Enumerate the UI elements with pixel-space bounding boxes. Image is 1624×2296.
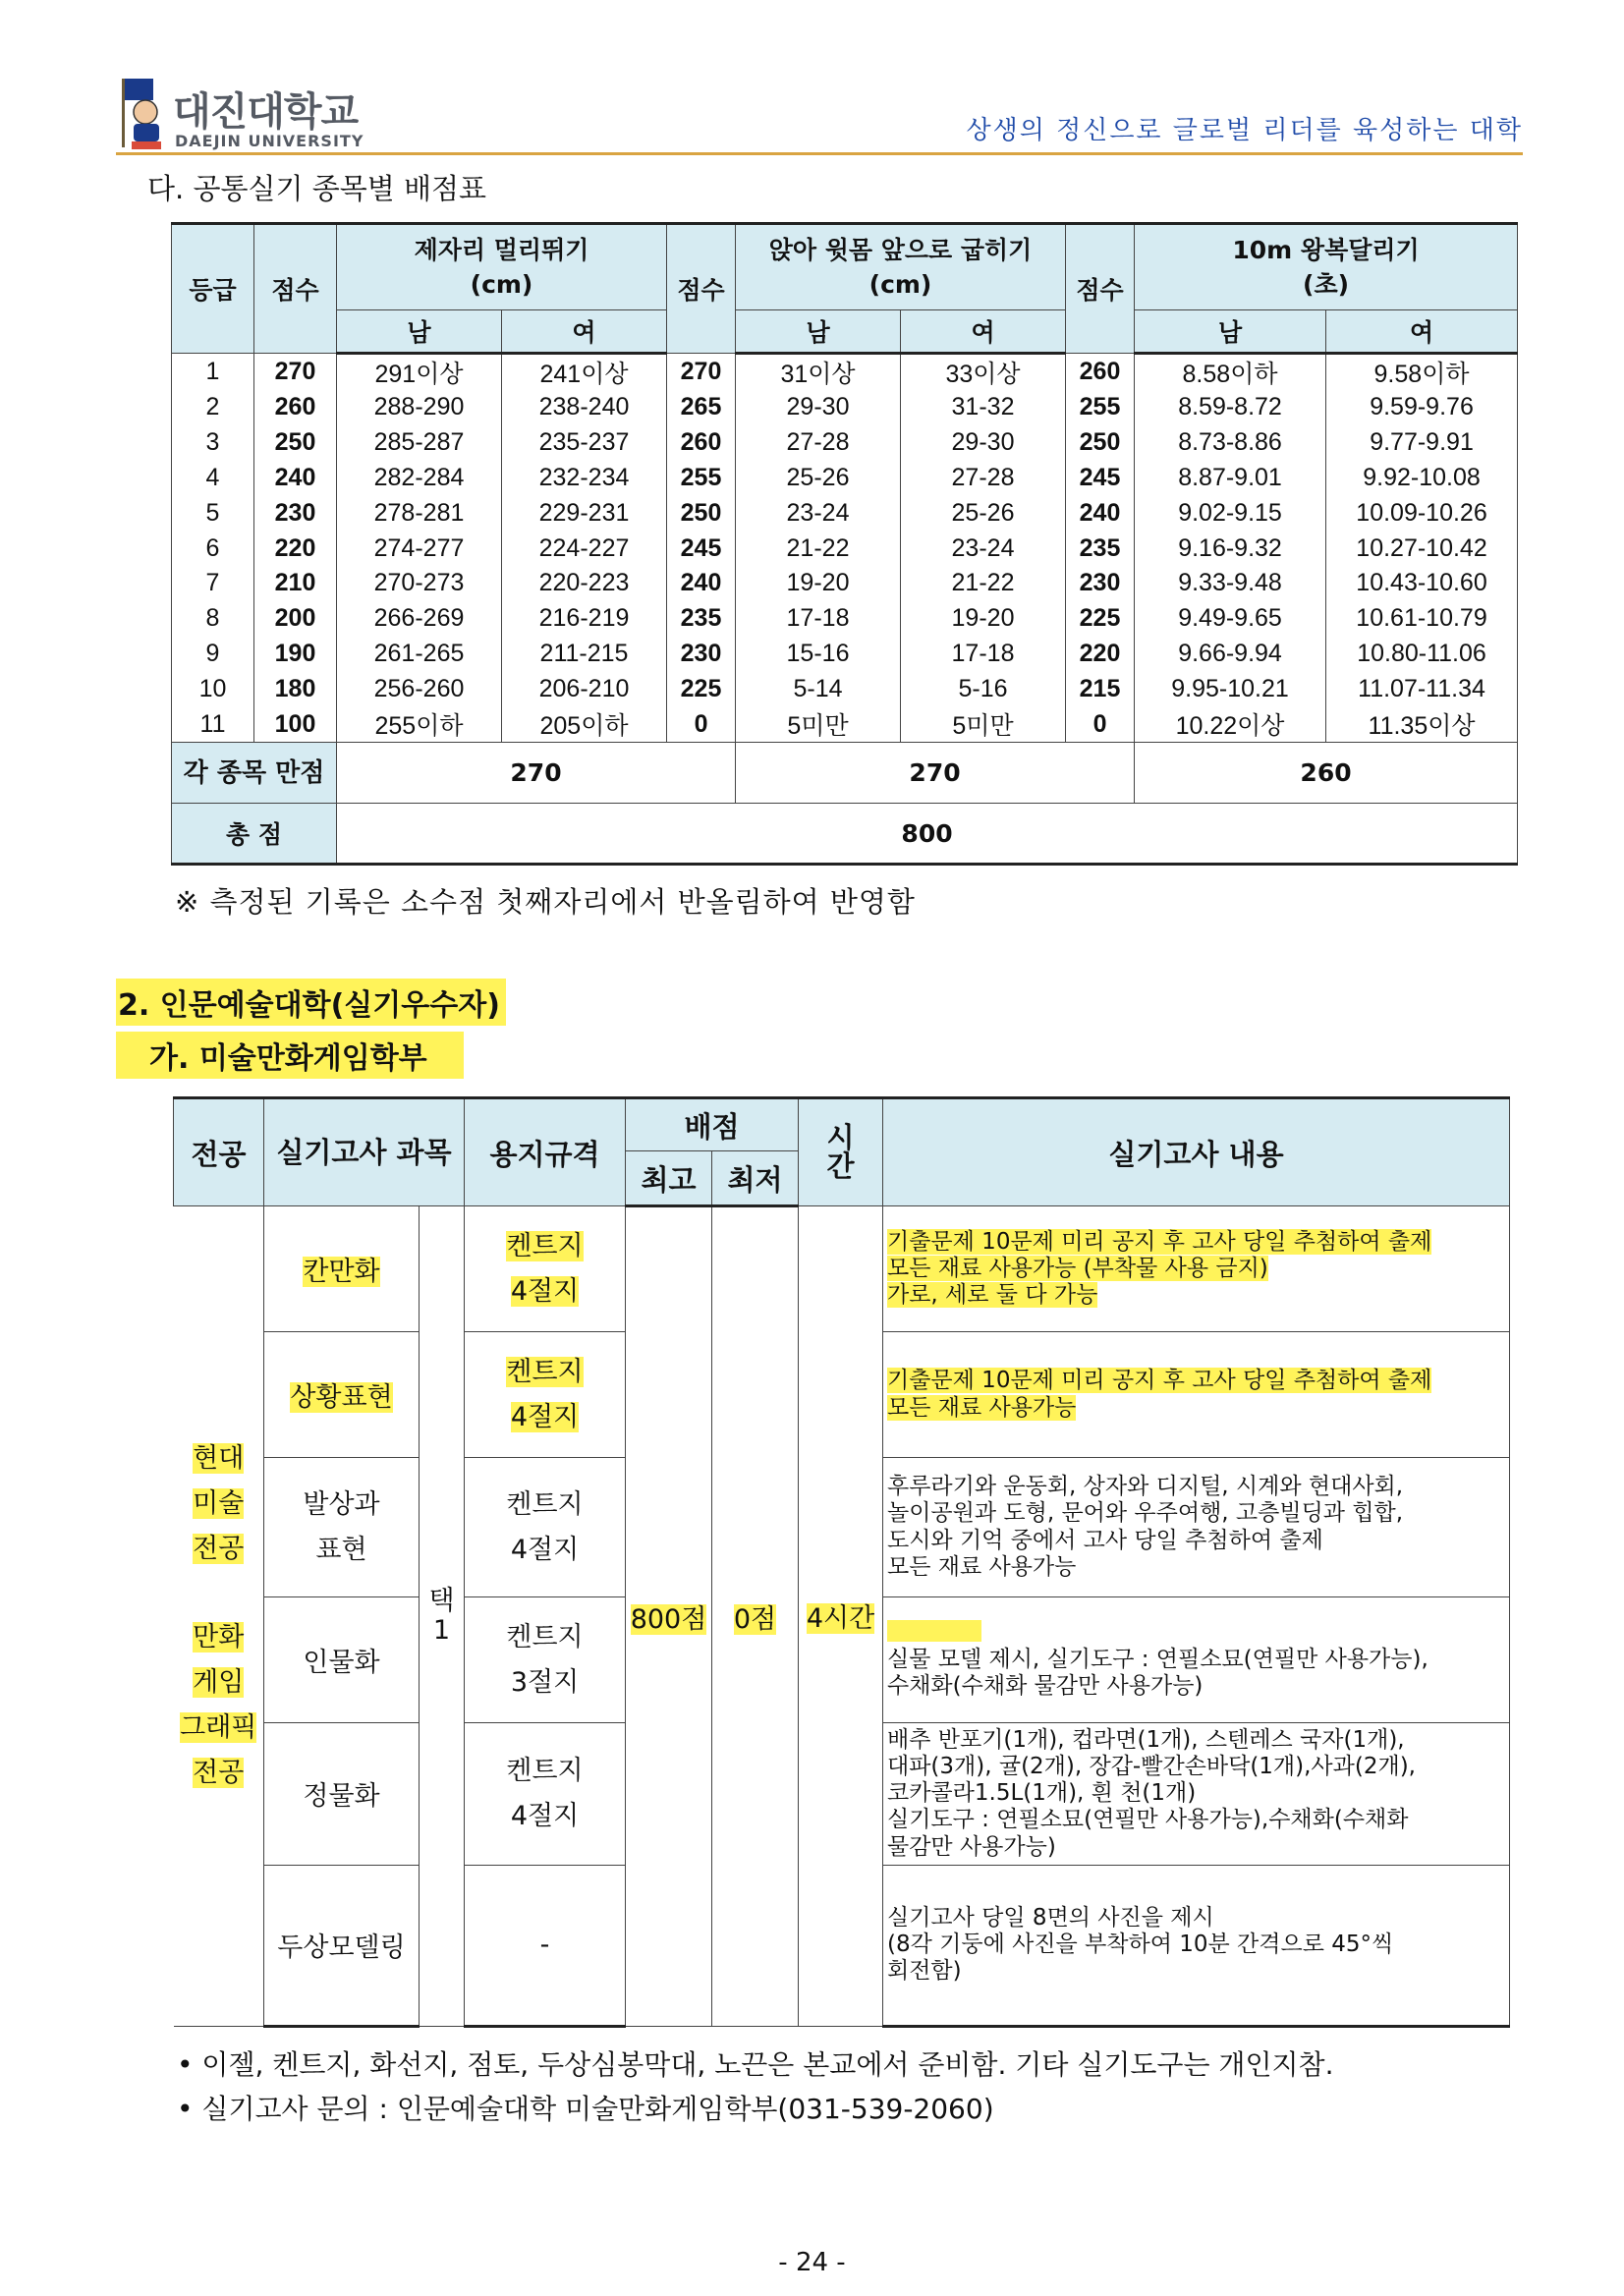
table-row bbox=[172, 637, 1518, 672]
content-line: 물감만 사용가능) bbox=[887, 1833, 1056, 1860]
table-cell: 5미만 bbox=[901, 706, 1066, 743]
max-score-shuttle-run: 260 bbox=[1135, 743, 1518, 804]
subject-name bbox=[264, 1206, 420, 1332]
table-cell: 9.16-9.32 bbox=[1135, 531, 1326, 566]
table-cell: 9.95-10.21 bbox=[1135, 671, 1326, 706]
paper-size bbox=[465, 1206, 626, 1332]
table-cell: 255 bbox=[1066, 390, 1135, 425]
table-cell: 11.07-11.34 bbox=[1326, 671, 1518, 706]
table-cell: 265 bbox=[667, 390, 736, 425]
paper-type: 켄트지 bbox=[506, 1621, 584, 1652]
table-row bbox=[172, 706, 1518, 743]
paper-size bbox=[465, 1458, 626, 1597]
table-cell: 7 bbox=[172, 566, 254, 601]
table-cell: 211-215 bbox=[502, 637, 667, 672]
exam-table bbox=[173, 1096, 1510, 2028]
table-cell: 230 bbox=[667, 637, 736, 672]
content-line: 실기고사 당일 8면의 사진을 제시 bbox=[887, 1904, 1214, 1931]
table-cell: 270-273 bbox=[337, 566, 502, 601]
table-cell: 33이상 bbox=[901, 354, 1066, 391]
major-label: 그래픽 bbox=[180, 1711, 257, 1743]
table-cell: 241이상 bbox=[502, 354, 667, 391]
table-cell: 291이상 bbox=[337, 354, 502, 391]
table-cell: 285-287 bbox=[337, 425, 502, 461]
time-cell bbox=[799, 1206, 883, 2027]
table-cell: 270 bbox=[667, 354, 736, 391]
table-cell: 2 bbox=[172, 390, 254, 425]
table-row bbox=[172, 601, 1518, 637]
table-cell: 240 bbox=[667, 566, 736, 601]
table-cell: 9.33-9.48 bbox=[1135, 566, 1326, 601]
content-line: 가로, 세로 둘 다 가능 bbox=[887, 1282, 1098, 1309]
table-cell: 21-22 bbox=[901, 566, 1066, 601]
table-cell: 0 bbox=[1066, 706, 1135, 743]
table-cell: 4 bbox=[172, 461, 254, 496]
max-score-cell bbox=[626, 1206, 712, 2027]
table-cell: 238-240 bbox=[502, 390, 667, 425]
major-cell bbox=[174, 1206, 264, 2027]
table-cell: 288-290 bbox=[337, 390, 502, 425]
min-score-value: 0점 bbox=[733, 1603, 777, 1635]
paper-size bbox=[465, 1332, 626, 1458]
table-cell: 10.22이상 bbox=[1135, 706, 1326, 743]
table-cell: 11 bbox=[172, 706, 254, 743]
header-male: 남 bbox=[736, 310, 901, 354]
header-female: 여 bbox=[1326, 310, 1518, 354]
table-cell: 29-30 bbox=[736, 390, 901, 425]
table-cell: 220 bbox=[1066, 637, 1135, 672]
content-line: 대파(3개), 귤(2개), 장갑-빨간손바닥(1개),사과(2개), bbox=[887, 1754, 1416, 1780]
paper-type: 켄트지 bbox=[506, 1356, 584, 1387]
table-cell: 6 bbox=[172, 531, 254, 566]
score-table-body bbox=[172, 354, 1518, 743]
table-cell: 29-30 bbox=[901, 425, 1066, 461]
paper-size bbox=[465, 1723, 626, 1866]
header-min-score: 최저 bbox=[712, 1151, 799, 1206]
subject-name bbox=[264, 1723, 420, 1866]
table-cell: 21-22 bbox=[736, 531, 901, 566]
header-time: 시간 bbox=[799, 1098, 883, 1206]
paper-size bbox=[465, 1865, 626, 2026]
major-label: 전공 bbox=[193, 1533, 245, 1564]
bullet-item: • 실기고사 문의 : 인문예술대학 미술만화게임학부(031-539-2060) bbox=[177, 2092, 994, 2125]
table-row bbox=[172, 671, 1518, 706]
exam-content bbox=[883, 1597, 1510, 1723]
highlight-mark bbox=[887, 1620, 981, 1642]
subject-label: 정물화 bbox=[303, 1781, 380, 1813]
table-cell: 278-281 bbox=[337, 495, 502, 531]
table-cell: 10 bbox=[172, 671, 254, 706]
table-cell: 10.80-11.06 bbox=[1326, 637, 1518, 672]
table-cell: 225 bbox=[1066, 601, 1135, 637]
table-cell: 0 bbox=[667, 706, 736, 743]
content-line: 실물 모델 제시, 실기도구 : 연필소묘(연필만 사용가능), bbox=[887, 1646, 1428, 1672]
table-cell: 8.59-8.72 bbox=[1135, 390, 1326, 425]
content-line: 배추 반포기(1개), 컵라면(1개), 스텐레스 국자(1개), bbox=[887, 1727, 1405, 1753]
table-cell: 8.87-9.01 bbox=[1135, 461, 1326, 496]
section-heading-humanities-arts: 2. 인문예술대학(실기우수자) bbox=[116, 979, 506, 1026]
page-header bbox=[116, 77, 1523, 155]
header-score: 점수 bbox=[254, 224, 337, 354]
content-line: 실기도구 : 연필소묘(연필만 사용가능),수채화(수채화 bbox=[887, 1807, 1409, 1833]
subject-label: 상황표현 bbox=[290, 1382, 393, 1413]
table-cell: 282-284 bbox=[337, 461, 502, 496]
table-cell: 260 bbox=[1066, 354, 1135, 391]
header-paper-size: 용지규격 bbox=[465, 1098, 626, 1206]
table-cell: 256-260 bbox=[337, 671, 502, 706]
table-cell: 9.02-9.15 bbox=[1135, 495, 1326, 531]
table-cell: 9.92-10.08 bbox=[1326, 461, 1518, 496]
header-major: 전공 bbox=[174, 1098, 264, 1206]
table-cell: 200 bbox=[254, 601, 337, 637]
choose-one-label: 택 1 bbox=[428, 1586, 455, 1646]
header-slogan: 상생의 정신으로 글로벌 리더를 육성하는 대학 bbox=[966, 116, 1523, 145]
content-line: 코카콜라1.5L(1개), 흰 천(1개) bbox=[887, 1780, 1197, 1807]
header-long-jump bbox=[337, 224, 667, 310]
major-label: 현대 bbox=[193, 1443, 245, 1475]
table-cell: 23-24 bbox=[736, 495, 901, 531]
header-female: 여 bbox=[901, 310, 1066, 354]
major-label: 전공 bbox=[193, 1757, 245, 1788]
table-cell: 232-234 bbox=[502, 461, 667, 496]
header-grade: 등급 bbox=[172, 224, 254, 354]
content-line: 모든 재료 사용가능 (부착물 사용 금지) bbox=[887, 1255, 1268, 1281]
major-label: 게임 bbox=[193, 1666, 245, 1698]
content-line: 회전함) bbox=[887, 1958, 962, 1985]
event-name: 제자리 멀리뛰기 bbox=[414, 236, 589, 264]
table-row bbox=[172, 425, 1518, 461]
table-cell: 261-265 bbox=[337, 637, 502, 672]
header-score: 점수 bbox=[667, 224, 736, 354]
table-cell: 220-223 bbox=[502, 566, 667, 601]
table-cell: 5-16 bbox=[901, 671, 1066, 706]
table-cell: 235 bbox=[667, 601, 736, 637]
table-cell: 8.73-8.86 bbox=[1135, 425, 1326, 461]
table-row bbox=[172, 495, 1518, 531]
table-cell: 9.59-9.76 bbox=[1326, 390, 1518, 425]
header-subject: 실기고사 과목 bbox=[264, 1098, 465, 1206]
header-female: 여 bbox=[502, 310, 667, 354]
table-cell: 240 bbox=[254, 461, 337, 496]
header-shuttle-run bbox=[1135, 224, 1518, 310]
bullet-item: • 이젤, 켄트지, 화선지, 점토, 두상심봉막대, 노끈은 본교에서 준비함. 기타 실기도구는 개인지참. bbox=[177, 2048, 1334, 2081]
header-max-score: 최고 bbox=[626, 1151, 712, 1206]
exam-content bbox=[883, 1865, 1510, 2026]
table-cell: 8 bbox=[172, 601, 254, 637]
table-cell: 250 bbox=[254, 425, 337, 461]
table-cell: 255이하 bbox=[337, 706, 502, 743]
table-cell: 210 bbox=[254, 566, 337, 601]
score-table bbox=[171, 222, 1518, 866]
table-cell: 17-18 bbox=[736, 601, 901, 637]
event-unit: (초) bbox=[1303, 270, 1350, 299]
logo-english-text: DAEJIN UNIVERSITY bbox=[175, 132, 364, 150]
table-cell: 250 bbox=[667, 495, 736, 531]
table-cell: 1 bbox=[172, 354, 254, 391]
subject-name bbox=[264, 1458, 420, 1597]
exam-content bbox=[883, 1723, 1510, 1866]
paper-size-label: 3절지 bbox=[510, 1666, 580, 1698]
table-cell: 229-231 bbox=[502, 495, 667, 531]
table-cell: 240 bbox=[1066, 495, 1135, 531]
table-cell: 27-28 bbox=[901, 461, 1066, 496]
subject-label: 두상모델링 bbox=[277, 1932, 406, 1964]
paper-type: - bbox=[539, 1930, 550, 1961]
table-cell: 255 bbox=[667, 461, 736, 496]
content-line: 후루라기와 운동회, 상자와 디지털, 시계와 현대사회, bbox=[887, 1474, 1404, 1500]
table-cell: 266-269 bbox=[337, 601, 502, 637]
total-score-value: 800 bbox=[337, 804, 1518, 865]
time-value: 4시간 bbox=[806, 1603, 875, 1635]
table-cell: 11.35이상 bbox=[1326, 706, 1518, 743]
table-cell: 9.49-9.65 bbox=[1135, 601, 1326, 637]
table-cell: 245 bbox=[667, 531, 736, 566]
subject-label: 인물화 bbox=[303, 1648, 380, 1678]
footnote-bullets bbox=[177, 2044, 1334, 2132]
subject-label: 칸만화 bbox=[303, 1257, 380, 1287]
table-cell: 25-26 bbox=[736, 461, 901, 496]
content-line: 놀이공원과 도형, 문어와 우주여행, 고층빌딩과 힙합, bbox=[887, 1500, 1404, 1527]
table-cell: 260 bbox=[667, 425, 736, 461]
event-name: 앉아 윗몸 앞으로 굽히기 bbox=[768, 236, 1033, 264]
rounding-note: ※ 측정된 기록은 소수점 첫째자리에서 반올림하여 반영함 bbox=[175, 885, 916, 919]
table-row bbox=[172, 531, 1518, 566]
major-label: 미술 bbox=[193, 1488, 245, 1520]
table-cell: 23-24 bbox=[901, 531, 1066, 566]
table-cell: 27-28 bbox=[736, 425, 901, 461]
subject-label: 발상과 bbox=[303, 1488, 380, 1520]
table-row bbox=[172, 354, 1518, 391]
table-cell: 15-16 bbox=[736, 637, 901, 672]
max-score-long-jump: 270 bbox=[337, 743, 736, 804]
table-cell: 9 bbox=[172, 637, 254, 672]
max-score-sit-and-reach: 270 bbox=[736, 743, 1135, 804]
event-name: 10m 왕복달리기 bbox=[1232, 236, 1420, 264]
page-number: - 24 - bbox=[778, 2248, 846, 2277]
table-cell: 31-32 bbox=[901, 390, 1066, 425]
exam-content bbox=[883, 1458, 1510, 1597]
table-cell: 19-20 bbox=[736, 566, 901, 601]
table-cell: 230 bbox=[1066, 566, 1135, 601]
max-score-value: 800점 bbox=[630, 1603, 707, 1635]
header-score-allocation: 배점 bbox=[626, 1098, 799, 1151]
table-cell: 8.58이하 bbox=[1135, 354, 1326, 391]
logo-korean-text: 대진대학교 bbox=[173, 89, 359, 135]
table-cell: 180 bbox=[254, 671, 337, 706]
choose-one bbox=[420, 1206, 465, 2027]
table-cell: 260 bbox=[254, 390, 337, 425]
table-cell: 31이상 bbox=[736, 354, 901, 391]
university-logo bbox=[116, 77, 411, 153]
subject-name bbox=[264, 1332, 420, 1458]
exam-content bbox=[883, 1206, 1510, 1332]
min-score-cell bbox=[712, 1206, 799, 2027]
paper-size-label: 4절지 bbox=[510, 1401, 580, 1432]
table-row bbox=[172, 566, 1518, 601]
table-cell: 3 bbox=[172, 425, 254, 461]
table-cell: 206-210 bbox=[502, 671, 667, 706]
table-cell: 270 bbox=[254, 354, 337, 391]
event-unit: (cm) bbox=[470, 270, 533, 299]
content-line: (8각 기둥에 사진을 부착하여 10분 간격으로 45°씩 bbox=[887, 1932, 1394, 1958]
paper-type: 켄트지 bbox=[506, 1755, 584, 1786]
subject-name bbox=[264, 1865, 420, 2026]
table-cell: 274-277 bbox=[337, 531, 502, 566]
table-row bbox=[172, 461, 1518, 496]
content-line: 기출문제 10문제 미리 공지 후 고사 당일 추첨하여 출제 bbox=[887, 1228, 1432, 1255]
table-cell: 5미만 bbox=[736, 706, 901, 743]
section-title-da: 다. 공통실기 종목별 배점표 bbox=[147, 172, 487, 205]
section-subheading-art-comics-games: 가. 미술만화게임학부 bbox=[116, 1032, 464, 1079]
table-cell: 205이하 bbox=[502, 706, 667, 743]
table-cell: 9.66-9.94 bbox=[1135, 637, 1326, 672]
table-cell: 235 bbox=[1066, 531, 1135, 566]
total-score-label: 총 점 bbox=[172, 804, 337, 865]
major-comics-games-graphics bbox=[174, 1615, 264, 1796]
table-cell: 225 bbox=[667, 671, 736, 706]
table-cell: 25-26 bbox=[901, 495, 1066, 531]
table-cell: 10.27-10.42 bbox=[1326, 531, 1518, 566]
table-cell: 17-18 bbox=[901, 637, 1066, 672]
max-score-label: 각 종목 만점 bbox=[172, 743, 337, 804]
table-cell: 10.61-10.79 bbox=[1326, 601, 1518, 637]
table-cell: 245 bbox=[1066, 461, 1135, 496]
paper-type: 켄트지 bbox=[506, 1488, 584, 1520]
major-fine-arts bbox=[174, 1436, 264, 1572]
subject-label: 표현 bbox=[315, 1534, 367, 1565]
table-cell: 216-219 bbox=[502, 601, 667, 637]
header-sit-and-reach bbox=[736, 224, 1066, 310]
content-line: 도시와 기억 중에서 고사 당일 추첨하여 출제 bbox=[887, 1527, 1323, 1553]
header-exam-content: 실기고사 내용 bbox=[883, 1098, 1510, 1206]
table-cell: 9.58이하 bbox=[1326, 354, 1518, 391]
subject-name bbox=[264, 1597, 420, 1723]
table-cell: 224-227 bbox=[502, 531, 667, 566]
table-cell: 9.77-9.91 bbox=[1326, 425, 1518, 461]
paper-size-label: 4절지 bbox=[510, 1275, 580, 1307]
table-cell: 10.09-10.26 bbox=[1326, 495, 1518, 531]
event-unit: (cm) bbox=[868, 270, 932, 299]
paper-size-label: 4절지 bbox=[510, 1534, 580, 1565]
table-cell: 235-237 bbox=[502, 425, 667, 461]
table-cell: 230 bbox=[254, 495, 337, 531]
table-cell: 5 bbox=[172, 495, 254, 531]
paper-size bbox=[465, 1597, 626, 1723]
table-cell: 250 bbox=[1066, 425, 1135, 461]
header-score: 점수 bbox=[1066, 224, 1135, 354]
content-line: 수채화(수채화 물감만 사용가능) bbox=[887, 1673, 1204, 1700]
table-cell: 100 bbox=[254, 706, 337, 743]
table-cell: 5-14 bbox=[736, 671, 901, 706]
table-cell: 10.43-10.60 bbox=[1326, 566, 1518, 601]
content-line: 모든 재료 사용가능 bbox=[887, 1553, 1077, 1580]
table-row bbox=[172, 390, 1518, 425]
logo-mascot-icon bbox=[116, 77, 171, 153]
content-line: 기출문제 10문제 미리 공지 후 고사 당일 추첨하여 출제 bbox=[887, 1368, 1432, 1394]
header-male: 남 bbox=[337, 310, 502, 354]
table-cell: 190 bbox=[254, 637, 337, 672]
paper-size-label: 4절지 bbox=[510, 1800, 580, 1831]
exam-content bbox=[883, 1332, 1510, 1458]
major-label: 만화 bbox=[193, 1621, 245, 1652]
table-cell: 19-20 bbox=[901, 601, 1066, 637]
content-line: 모든 재료 사용가능 bbox=[887, 1394, 1077, 1421]
table-cell: 215 bbox=[1066, 671, 1135, 706]
paper-type: 켄트지 bbox=[506, 1230, 584, 1261]
table-cell: 220 bbox=[254, 531, 337, 566]
header-male: 남 bbox=[1135, 310, 1326, 354]
